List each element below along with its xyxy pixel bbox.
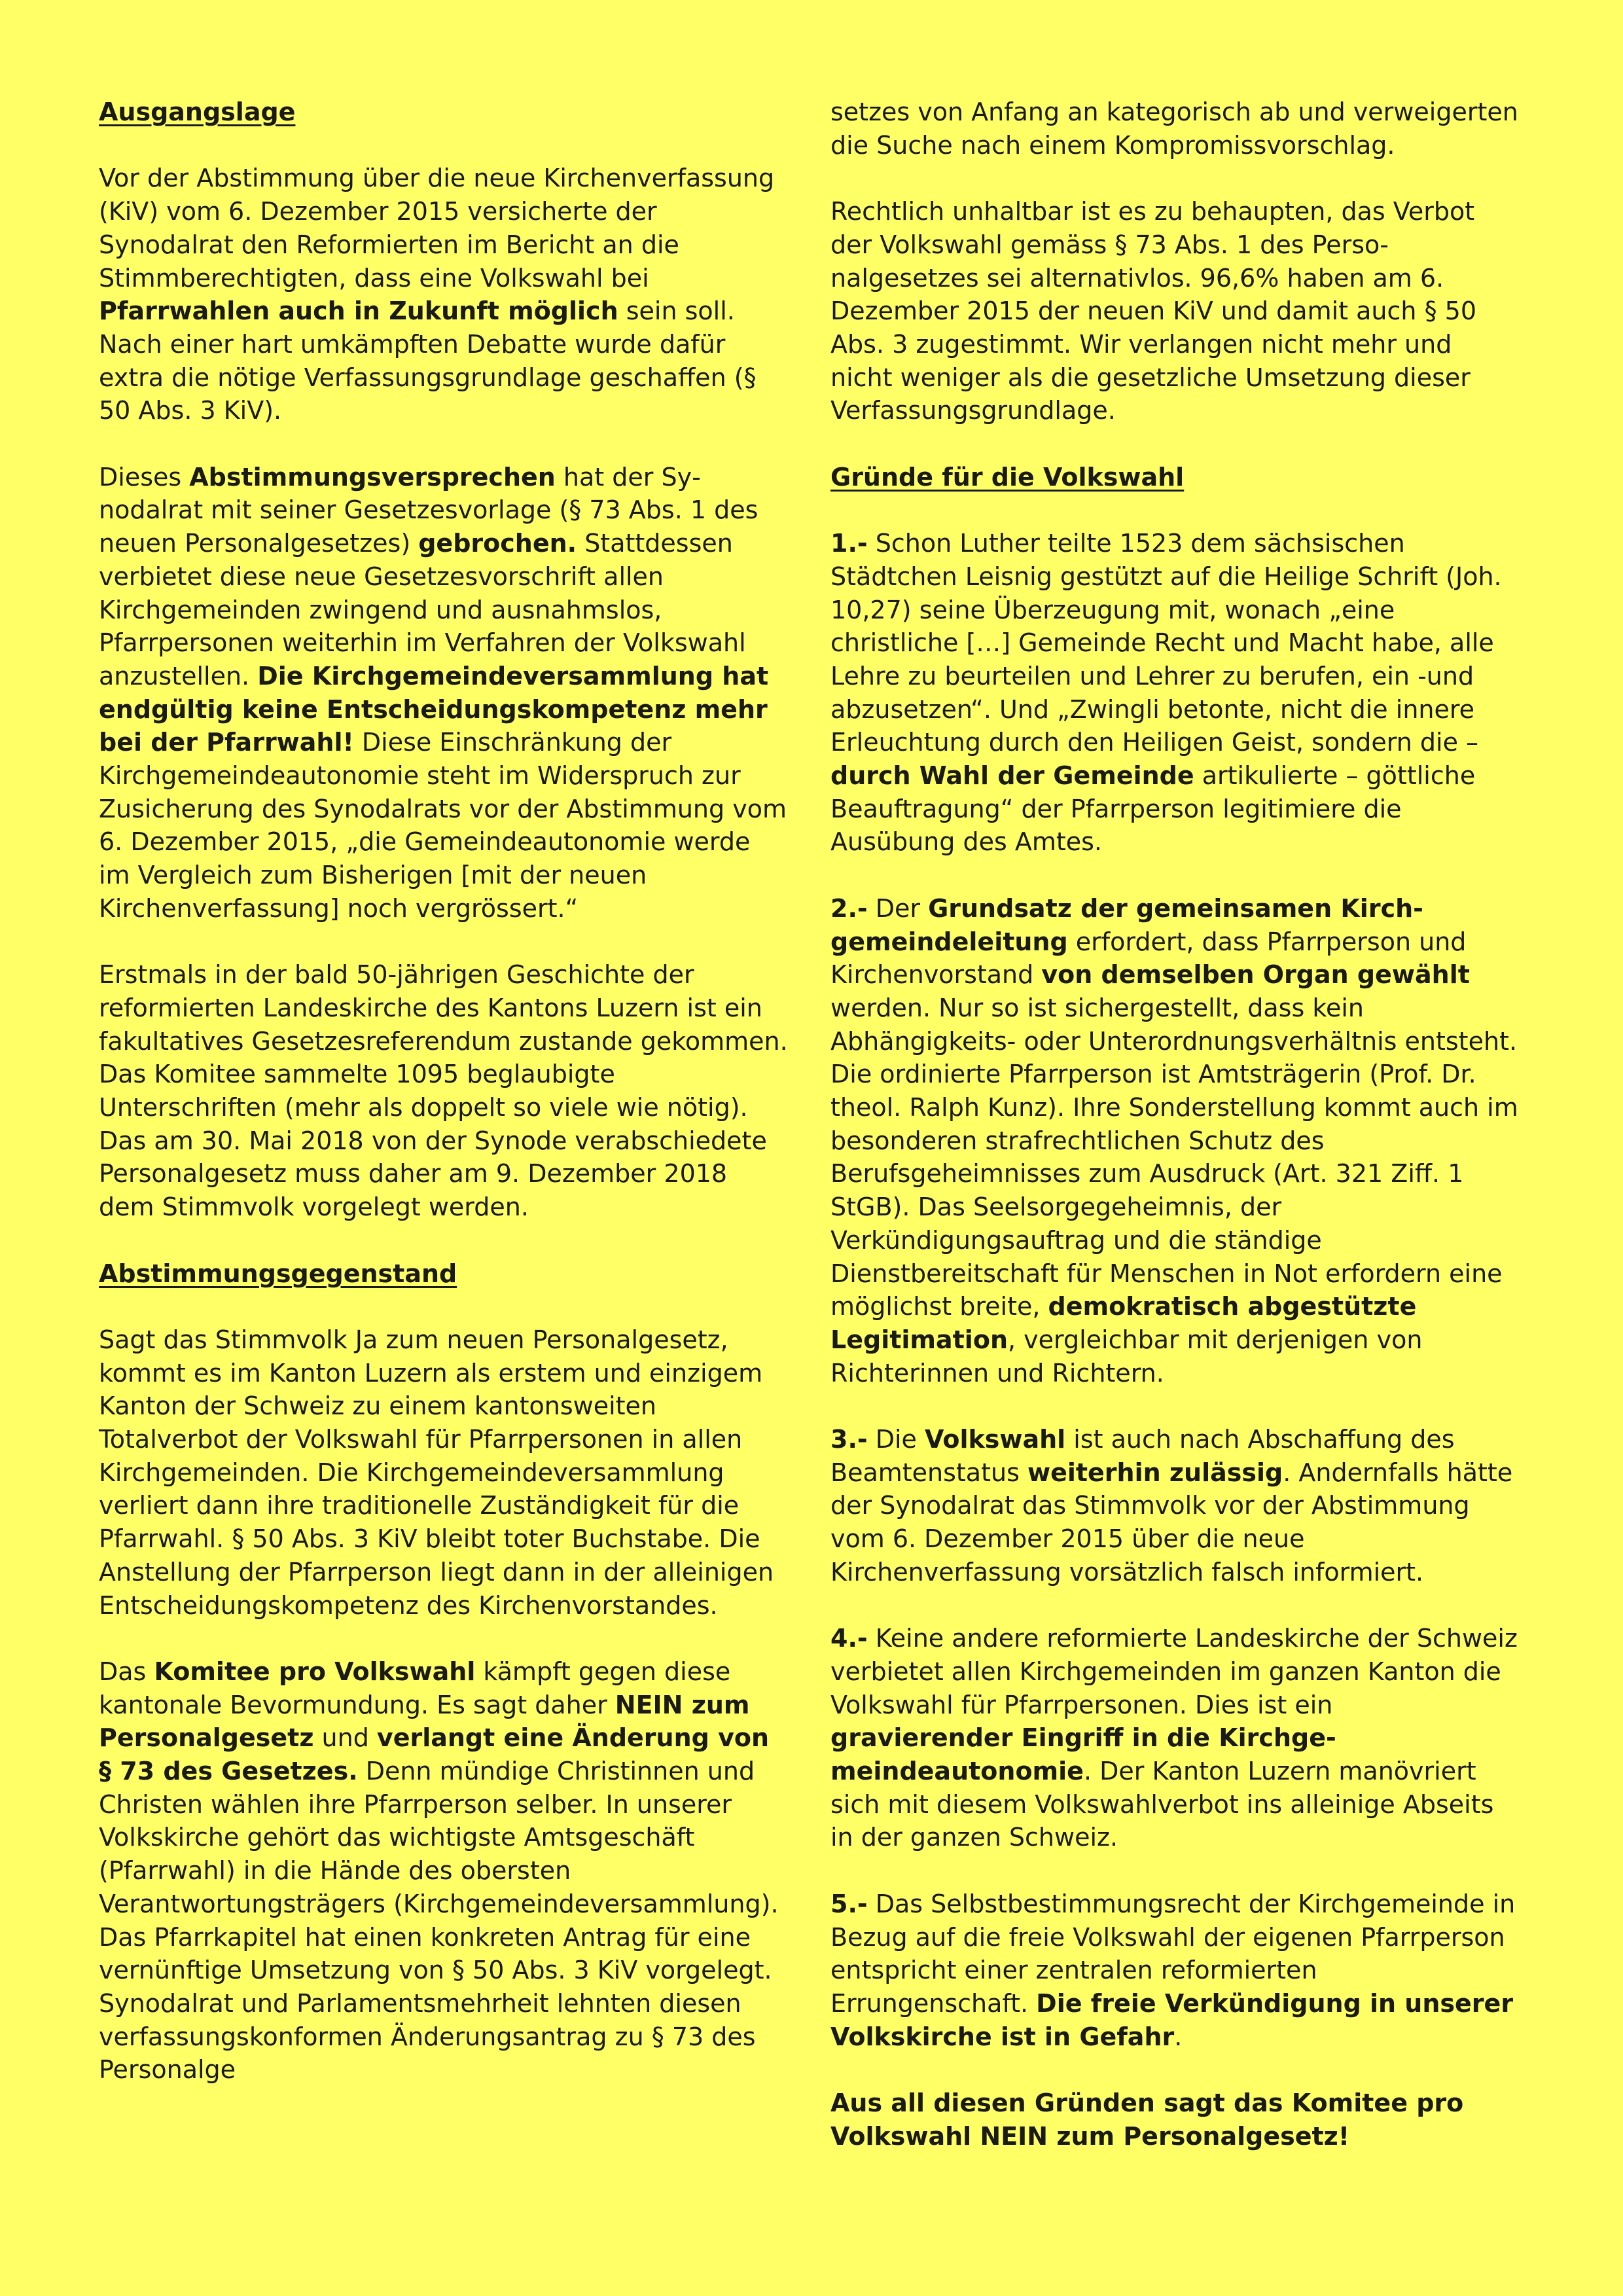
paragraph-vorgeschichte [99,162,789,427]
text-run: . Andernfalls hätte der Synodalrat das Stimmvolk vor der Abstimmung vom 6. Dezember 2015 über die neue Kirchenverfassung vorsätzlich falsch informiert. [830,1458,1513,1587]
bold-text-run: gebrochen. [418,529,577,558]
bold-text-run: 1.- [830,529,868,558]
paragraph-referendum [99,958,789,1224]
text-run: Die [867,1425,925,1454]
bold-text-run: Komitee pro Volkswahl [154,1657,476,1686]
text-run: werden. Nur so ist sichergestellt, dass kein Abhängigkeits- oder Unterordnungsverhältnis entsteht. Die ordinierte Pfarrperson ist Amtsträgerin (Prof. Dr. theol. Ralph Kunz). Ihre Sonderstellung kommt auch im besonderen strafrechtlichen Schutz des Berufsgeheimnisses zum Ausdruck (Art. 321 Ziff. 1 StGB). Das Seelsorgegeheimnis, der Verkündigungsauftrag und die ständige Dienstbereitschaft für Menschen in Not erfordern eine möglichst breite, [830,993,1518,1321]
text-run: erfordert, dass Pfarrperson und Kirchenvorstand [830,927,1467,990]
bold-text-run: 5.- [830,1889,868,1918]
bold-text-run: gravierender Eingriff in die Kirchgemeindeautonomie [830,1723,1336,1786]
text-run: . [1174,2022,1183,2051]
bold-text-run: Volkswahl [925,1425,1066,1454]
text-run: setzes von Anfang an kategorisch ab und verweigerten die Suche nach einem Kompromissvorschlag. [830,98,1518,160]
paragraph-totalverbot [99,1323,789,1622]
text-run: Dieses [99,462,190,492]
bold-text-run: Die freie Verkündigung in unserer Volkskirche ist in Gefahr [830,1988,1514,2051]
paragraph-komitee [99,1655,789,2087]
text-run: Erstmals in der bald 50-jährigen Geschichte der reformierten Landeskirche des Kantons Luzern ist ein fakultatives Gesetzesreferendum zustande gekommen. Das Komitee sammelte 1095 beglaubigte Unterschriften (mehr als doppelt so viele wie nötig). Das am 30. Mai 2018 von der Synode verabschiedete Personalgesetz muss daher am 9. Dezember 2018 dem Stimmvolk vorgelegt werden. [99,960,788,1222]
text-run: Rechtlich unhaltbar ist es zu behaupten, das Verbot der Volkswahl gemäss § 73 Abs. 1 des Personalgesetzes sei alternativlos. 96,6% haben am 6. Dezember 2015 der neuen KiV und damit auch § 50 Abs. 3 zugestimmt. Wir verlangen nicht mehr und nicht weniger als die gesetzliche Umsetzung dieser Verfassungsgrundlage. [830,197,1476,425]
text-run: Diese Einschränkung der Kirchgemeindeautonomie steht im Widerspruch zur Zusicherung des Synodalrats vor der Abstimmung vom 6. Dezember 2015, „die Gemeindeautonomie werde im Vergleich zum Bisherigen [mit der neuen Kirchenverfassung] noch vergrössert.“ [99,728,787,923]
bold-text-run: 3.- [830,1425,868,1454]
text-run: . Der Kanton Luzern manövriert sich mit diesem Volkswahlverbot ins alleinige Abseits in der ganzen Schweiz. [830,1757,1494,1852]
heading-abstimmungsgegenstand: Abstimmungsgegenstand [99,1259,457,1288]
text-run: und [313,1723,377,1753]
text-run: Keine andere reformierte Landeskirche der Schweiz verbietet allen Kirchgemeinden im ganzen Kanton die Volkswahl für Pfarrpersonen. Dies ist ein [830,1624,1518,1719]
paragraph-abstimmungsversprechen [99,461,789,925]
bold-text-run: von demselben Organ gewählt [1041,960,1470,990]
bold-text-run: Aus all diesen Gründen sagt das Komitee pro Volkswahl NEIN zum Personalgesetz! [830,2089,1464,2151]
reason-3 [830,1423,1521,1589]
text-run: Vor der Abstimmung über die neue Kirchenverfassung (KiV) vom 6. Dezember 2015 versicherte der Synodalrat den Reformierten im Bericht an die Stimmberechtigten, dass eine Volkswahl bei [99,164,775,293]
text-run: Sagt das Stimmvolk Ja zum neuen Personalgesetz, kommt es im Kanton Luzern als erstem und einzigem Kanton der Schweiz zu einem kantonsweiten Totalverbot der Volkswahl für Pfarrpersonen in allen Kirchgemeinden. Die Kirchgemeindeversammlung verliert dann ihre traditionelle Zuständigkeit für die Pfarrwahl. § 50 Abs. 3 KiV bleibt toter Buchstabe. Die Anstellung der Pfarrperson liegt dann in der alleinigen Entscheidungskompetenz des Kirchenvorstandes. [99,1325,774,1620]
bold-text-run: Abstimmungsversprechen [189,462,556,492]
conclusion [830,2087,1521,2153]
text-run: sein soll. Nach einer hart umkämpften Debatte wurde dafür extra die nötige Verfassungsgrundlage geschaffen (§ 50 Abs. 3 KiV). [99,296,757,425]
bold-text-run: Grundsatz der gemeinsamen Kirchgemeindeleitung [830,893,1423,956]
bold-text-run: verlangt eine Änderung von § 73 des Gesetzes. [99,1723,770,1786]
bold-text-run: Pfarrwahlen auch in Zukunft möglich [99,296,618,326]
paragraph-kompromiss [830,96,1521,162]
bold-text-run: NEIN zum Personalgesetz [99,1690,750,1753]
reason-4 [830,1622,1521,1854]
bold-text-run: weiterhin zulässig [1027,1458,1283,1487]
paragraph-rechtlich [830,195,1521,427]
heading-gruende: Gründe für die Volkswahl [830,462,1185,492]
bold-text-run: 2.- [830,893,868,923]
reason-2 [830,892,1521,1390]
text-run: , vergleichbar mit derjenigen von Richterinnen und Richtern. [830,1325,1423,1388]
text-run: ist auch nach Abschaffung des Beamtenstatus [830,1425,1455,1487]
left-column [99,96,789,2120]
text-run: hat der Synodalrat mit seiner Gesetzesvorlage (§ 73 Abs. 1 des neuen Personalgesetzes) [99,462,758,558]
reason-5 [830,1888,1521,2054]
heading-ausgangslage: Ausgangslage [99,98,296,126]
bold-text-run: durch Wahl der Gemeinde [830,761,1194,791]
text-run: kämpft gegen diese kantonale Bevormundung. Es sagt daher [99,1657,731,1719]
bold-text-run: demokratisch abgestützte Legitimation [830,1292,1417,1354]
text-run: Schon Luther teilte 1523 dem sächsischen Städtchen Leisnig gestützt auf die Heilige Schrift (Joh. 10,27) seine Überzeugung mit, wonach „eine christliche […] Gemeinde Recht und Macht habe, alle Lehre zu beurteilen und Lehrer zu berufen, ein -und abzusetzen“. Und „Zwingli betonte, nicht die innere Erleuchtung durch den Heiligen Geist, sondern die – [830,529,1502,757]
text-run: artikulierte – göttliche Beauftragung“ der Pfarrperson legitimiere die Ausübung des Amtes. [830,761,1476,857]
text-run: Stattdessen verbietet diese neue Gesetzesvorschrift allen Kirchgemeinden zwingend und ausnahmslos, Pfarrpersonen weiterhin im Verfahren der Volkswahl anzustellen. [99,529,746,691]
bold-text-run: Die Kirchgemeindeversammlung hat endgültig keine Entscheidungskompetenz mehr bei der Pfarrwahl! [99,661,769,757]
text-run: Denn mündige Christinnen und Christen wählen ihre Pfarrperson selber. In unserer Volkskirche gehört das wichtigste Amtsgeschäft (Pfarrwahl) in die Hände des obersten Verantwortungsträgers (Kirchgemeindeversammlung). Das Pfarrkapitel hat einen konkreten Antrag für eine vernünftige Umsetzung von § 50 Abs. 3 KiV vorgelegt. Synodalrat und Parlamentsmehrheit lehnten diesen verfassungskonformen Änderungsantrag zu § 73 des Personalge [99,1757,779,2085]
reason-1 [830,527,1521,859]
text-run: Das [99,1657,154,1686]
text-run: Der [867,893,929,923]
right-column [830,96,1521,2186]
text-run: Das Selbstbestimmungsrecht der Kirchgemeinde in Bezug auf die freie Volkswahl der eigenen Pfarrperson entspricht einer zentralen reformierten Errungenschaft. [830,1889,1516,2018]
bold-text-run: 4.- [830,1624,868,1653]
